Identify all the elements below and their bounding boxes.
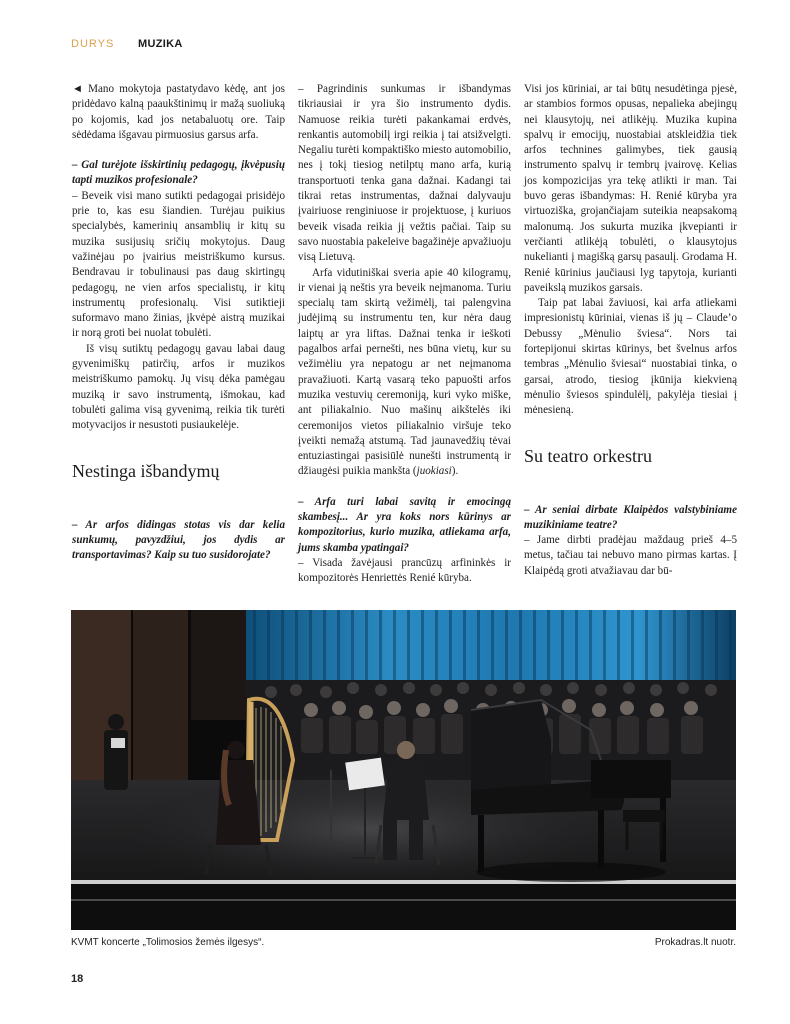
text-column-2 [298, 82, 511, 587]
paragraph: Iš visų sutiktų pedagogų gavau labai daug gyvenimiškų patirčių, arfos ir muzikos meistriškumo pamokų. Jų visų dėka pamėgau muziką ir savo instrumentą, išmokau, kad tobulėti galima visą gyvenimą, reikia tik turėti motyvacijos ir nesustoti pusiaukelėje. [72, 342, 285, 432]
text-column-3 [524, 82, 737, 579]
concert-stage-illustration [71, 610, 736, 930]
paragraph: – Jame dirbti pradėjau maždaug prieš 4–5 metus, tačiau tai nebuvo mano pirmas kartas. Į Klaipėdą groti atvažiavau dar bū- [524, 534, 737, 577]
italic-remark: juokiasi [416, 465, 452, 478]
paragraph: – Beveik visi mano sutikti pedagogai prisidėjo prie to, kas esu šiandien. Turėjau puikius specialybės, kamerinių ansamblių ir kitų su muzika susijusių sričių mokytojus. Daug važinėjau po įvairius meistriškumo kursus. Bendravau ir tobulinausi pas daug skirtingų pedagogų, ne vien arfos specialistų, ir kitų instrumentų profesionalų. Visi sutiktieji suformavo mano žinias, įkvėpė aistrą muzikai ir norą groti bei nuolat tobulėti. [72, 189, 285, 340]
paragraph: – Pagrindinis sunkumas ir išbandymas tikriausiai ir yra šio instrumento dydis. Namuose reikia turėti pakankamai erdvės, renkantis automobilį irgi reikia į tai atsižvelgti. Negaliu turėti kompaktiško miesto automobilio, nes į tokį tiesiog netilptų mano arfa, kurią transportuoti tenka gana dažnai. Kadangi tai tikrai retas instrumentas, dažnai dalyvauju įvairiuose renginiuose ir projektuose, į kuriuos beveik visada reikia jį vežtis pačiai. Taip su savo nuostabia pakeleive bagažinėje apvažiuoju visą Lietuvą. [298, 83, 511, 264]
paragraph-text-end: ). [451, 465, 459, 478]
paragraph: ◄ Mano mokytoja pastatydavo kėdę, ant jos pridėdavo kalną paaukštinimų ir mažą suoliuką po kojomis, kad jos netabaluotų ore. Taip sėdėdama išgavau pirmuosius garsus arfa. [72, 83, 285, 141]
interview-question: – Ar arfos didingas stotas vis dar kelia sunkumų, pavyzdžiui, jos dydis ar transportavimas? Kaip su tuo susidorojate? [72, 518, 285, 562]
paragraph [298, 266, 511, 480]
photo-caption: KVMT koncerte „Tolimosios žemės ilgesys“. [71, 937, 265, 948]
photo-credit: Prokadras.lt nuotr. [654, 937, 736, 948]
magazine-name: DURYS [71, 38, 115, 50]
paragraph: – Visada žavėjausi prancūzų arfininkės ir kompozitorės Henriettės Renié kūryba. [298, 556, 511, 585]
page-number: 18 [71, 973, 84, 985]
interview-question: – Ar seniai dirbate Klaipėdos valstybiniame muzikiniame teatre? [524, 503, 737, 531]
interview-question: – Arfa turi labai savitą ir emocingą skambesį... Ar yra koks nors kūrinys ar kompozitorius, kurio muzika, atliekama arfa, jums skamba ypatingai? [298, 495, 511, 554]
section-name: MUZIKA [138, 38, 183, 50]
section-heading: Nestinga išbandymų [72, 460, 220, 481]
interview-question: – Gal turėjote išskirtinių pedagogų, įkvėpusių tapti muzikos profesionale? [72, 159, 285, 187]
concert-photo [71, 610, 736, 930]
paragraph-text: Arfa vidutiniškai sveria apie 40 kilogramų, ir vienai ją neštis yra beveik neįmanoma. Turiu specialų tam skirtą vežimėlį, tai palengvina judėjimą su instrumentu ten, kur nėra daug laiptų ar yra liftas. Dažnai tenka ir ieškoti pagalbos arfai pernešti, nes būna vietų, kur su vežimėliu yra nepatogu ar net neįmanoma pravažiuoti. Kartą vasarą teko papuošti arfos muzika vestuvių ceremoniją, kuri vyko miške, ant piliakalnio. Nuo mašinų aikštelės iki ceremonijos vietos piliakalnio viršuje teko įveikti nemažą atstumą. Tad jaunavedžių tėvai entuziastingai pasisiūlė nunešti instrumentą ir džiaugėsi puikia mankšta ( [298, 266, 511, 478]
paragraph: Taip pat labai žaviuosi, kai arfa atliekami impresionistų kūriniai, vienas iš jų – Claude’o Debussy „Mėnulio šviesa“. Nors tai fortepijonui skirtas kūrinys, bet švelnus arfos tembras „Mėnulio šviesai“ nuostabiai tinka, o garsai, atrodo, tiesiog įkūnija kiekvieną mėnulio šviesos spindulėlį, pakylėja tiesiai į mėnesieną. [524, 297, 737, 417]
paragraph: Visi jos kūriniai, ar tai būtų nesudėtinga pjesė, ar stambios formos opusas, nepalieka abejingų nei klausytojų, nei atlikėjų. Muzika kupina spalvų ir emocijų, nuostabiai atskleidžia tiek arfos technines galimybes, tiek gausią instrumento spalvų ir tembrų įvairovę. Kelias jos kompozicijas yra tekę atlikti ir man. Tai buvo geras išbandymas: H. Renié kūryba yra virtuoziška, grojančiajam suteikia neapsakomą malonumą. Jos sukurta muzika įkvepianti ir verčianti atlikėją tobulėti, o klausytojus nukelianti į magišką garsų pasaulį. Grodama H. Renié kūrinius jaučiausi lyg tapytoja, kurianti paveikslą muzikos garsais. [524, 83, 737, 294]
section-heading: Su teatro orkestru [524, 445, 652, 466]
text-column-1 [72, 82, 285, 563]
